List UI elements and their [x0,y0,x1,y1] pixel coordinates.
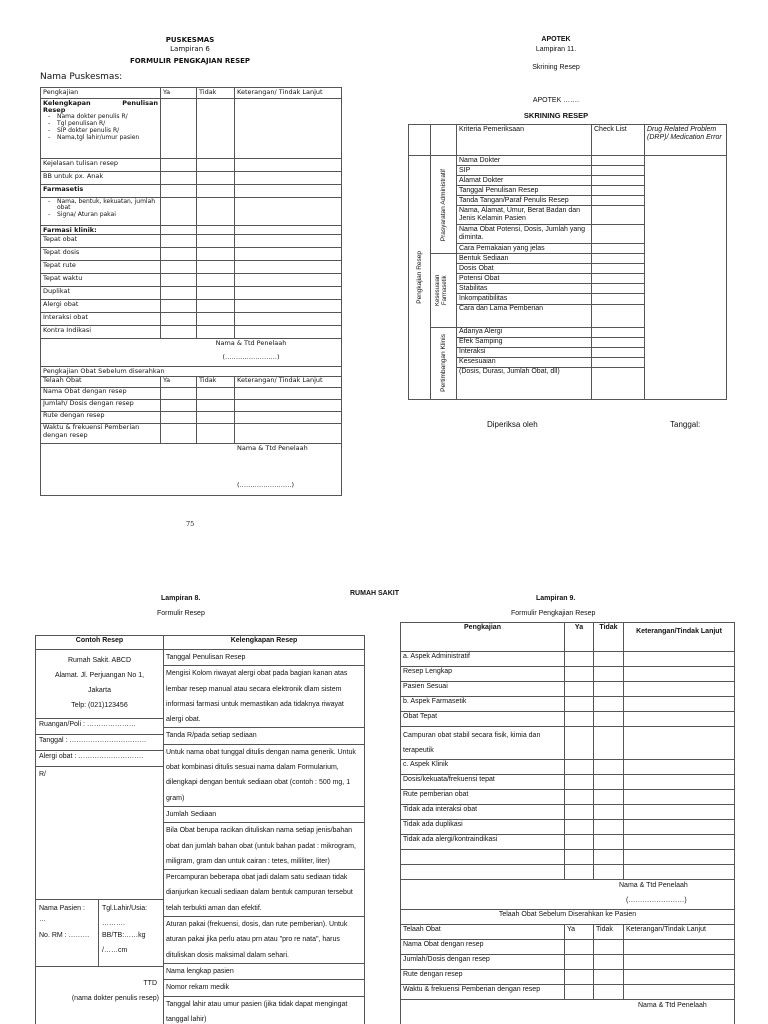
table-row: Rute dengan resep [41,411,161,423]
diperiksa-label: Diperiksa oleh [487,420,538,429]
table-row: Kesesuaian [457,357,592,367]
table-row: Cara dan Lama Pemberian [457,304,592,327]
puskesmas-name-label: Nama Puskesmas: [40,72,123,82]
table-row: Jumlah/Dosis dengan resep [401,955,565,970]
table-row: Kontra Indikasi [41,326,161,339]
table-row: Duplikat [41,287,161,300]
ttd-name: (nama dokter penulis resep) [71,995,159,1002]
table-row: Nama Obat Potensi, Dosis, Jumlah yang diminta. [457,225,592,244]
pengkajian-table: Pengkajian Ya Tidak Keterangan/Tindak Lanjut a. Aspek Administratif Resep Lengkap Pasien Sesuai b. Aspek Farmasetik Obat Tepat Campuran obat stabil secara fisik, kimia dan terapeutik c. Aspek Klinik Dosis/kekuata/frekuensi tepat Rute pemberian obat Tidak ada interaksi obat Tidak ada duplikasi Tidak ada alergi/kontraindikasi Nama & Ttd Penelaah (……………………) Telaah Obat Sebelum Diserahkan ke Pasien Telaah Obat Ya Tidak Keterangan/Tindak Lanjut Nama Obat dengan resep Jumlah/Dosis dengan resep Rute dengan resep Waktu & frekuensi Pemberian dengan resep Nama & Ttd Penelaah [400,622,735,1024]
bb-tb-label: BB/TB:……kg [102,932,146,939]
table-row: Nomor rekam medik [164,980,364,996]
table-row: Nama Obat dengan resep [41,387,161,399]
apotek-title: SKRINING RESEP [523,111,589,120]
table-row: Stabilitas [457,284,592,294]
table-row: Kejelasan tulisan resep [41,159,161,172]
rs-header: RUMAH SAKIT [350,590,399,597]
puskesmas-lampiran: Lampiran 6 [170,45,210,53]
group-pengkajian-resep: Pengkajian Resep [415,250,423,304]
table-row [401,850,565,865]
signature-label: Nama & Ttd Penelaah [638,1002,707,1009]
page-number: 75 [186,520,195,528]
puskesmas-table: Pengkajian Ya Tidak Keterangan/ Tindak Lanjut Kelengkapan Penulisan Resep - Nama dokter penulis R/ - Tgl penulisan R/ - SIP dokter penulis R/ - Nama,tgl lahir/umur pasien Kejelasan tulisan resep BB untuk px. Anak Farmasetis - Nama, bentuk, kekuatan, jumlah obat - Signa/ Aturan pakai Farmasi klinik: Tepat obat Tepat dosis Tepat rute Tepat waktu Duplikat Alergi obat Interaksi obat Kontra Indikasi Nama & Ttd Penelaah (……………………) Pengkajian Obat Sebelum diserahkan Telaah Obat Ya Tidak Keterangan/ Tindak Lanjut Nama Obat dengan resep Jumlah/ Dosis dengan resep Rute dengan resep Waktu & frekuensi Pemberian dengan resep Nama & Ttd Penelaah (……………………) [40,87,342,496]
table-row: Cara Pemakaian yang jelas [457,244,592,254]
alergi-field: Alergi obat : ………………………. [36,750,163,767]
section-title: Telaah Obat Sebelum Diserahkan ke Pasien [401,910,735,925]
table-row: Farmasetis [41,185,161,198]
col-kelengkapan: Kelengkapan Resep [164,636,365,650]
col-checklist: Check List [592,125,645,156]
col-ya: Ya [565,623,594,652]
table-row: Inkompatibilitas [457,294,592,304]
table-row: Tepat waktu [41,274,161,287]
group-administratif: Prasyaratan Administratif [439,168,447,241]
table-row: Tepat obat [41,235,161,248]
table-row: Tanda Tangan/Paraf Penulis Resep [457,196,592,206]
puskesmas-title: FORMULIR PENGKAJIAN RESEP [129,57,251,65]
table-row: b. Aspek Farmasetik [401,697,565,712]
signature-dots: (……………………) [626,897,687,904]
table-row: Alamat Dokter [457,176,592,186]
table-row: Alergi obat [41,300,161,313]
table-row: Tidak ada alergi/kontraindikasi [401,835,565,850]
apotek-lampiran: Lampiran 11. [535,46,577,53]
col-drp: Drug Related Problem (DRP)/ Medication Error [645,125,727,156]
table-row: Tidak ada interaksi obat [401,805,565,820]
list-item: - Nama,tgl lahir/umur pasien [57,135,158,142]
table-row: c. Aspek Klinik [401,760,565,775]
table-row: Tepat rute [41,261,161,274]
resep-table: Contoh Resep Kelengkapan Resep Rumah Sakit. ABCD Alamat. Jl. Perjuangan No 1, Jakarta Telp: (021)123456 Ruangan/Poli : ………………… Tanggal : …………………………… Alergi obat : ………………………. R/ Nama Pasien : … No. RM : ……… Tgl.Lahir/Usia: ………. BB/TB:……kg /……cm TTD (nama dokter penulis resep) Tanggal Penulisan Resep Mengisi Kolom riwayat alergi obat pada bagian kanan atas lembar resep manual atau secara elektronik dlam sistem informasi farmasi untuk memastikan ada tidaknya riwayat alergi obat. Tanda R/pada setiap sediaan Untuk nama obat tunggal ditulis dengan nama generik. Untuk obat kombinasi ditulis sesuai nama dalam Formularium, dilengkapi dengan bentuk sediaan obat (contoh : 500 mg, 1 gram) Jumlah Sediaan Bila Obat berupa racikan dituliskan nama setiap jenis/bahan obat dan jumlah bahan obat (untuk bahan padat : mikrogram, miligram, gram dan untuk cairan : tetes, mililiter, liter) Percampuran beberapa obat jadi dalam satu sediaan tidak dianjurkan kecuali sediaan dalam bentuk campuran tersebut telah terbukti aman dan efektif. Aturan pakai (frekuensi, dosis, dan rute pemberian). Untuk aturan pakai jika perlu atau prn atau "pro re nata", harus dituliskan dosis maksimal dalam sehari. Nama lengkap pasien Nomor rekam medik Tanggal lahir atau umur pasien (jika tidak dapat mengingat tanggal lahir) [35,635,365,1024]
table-row: Interaksi [457,347,592,357]
table-row: Dosis/kekuata/frekuensi tepat [401,775,565,790]
table-row: Nama lengkap pasien [164,964,364,980]
table-row: Mengisi Kolom riwayat alergi obat pada bagian kanan atas lembar resep manual atau secara elektronik dlam sistem informasi farmasi untuk memastikan ada tidaknya riwayat alergi obat. [164,666,364,728]
table-row: Tanggal Penulisan Resep [457,186,592,196]
table-row: Efek Samping [457,337,592,347]
apotek-subtitle: Skrining Resep [532,64,580,71]
resep-subtitle: Formulir Resep [157,610,205,617]
table-row: Tanda R/pada setiap sediaan [164,728,364,744]
list-item: - Signa/ Aturan pakai [57,212,158,219]
section-title: Pengkajian Obat Sebelum diserahkan [41,367,342,376]
list-item: - Nama dokter penulis R/ [57,114,158,121]
col-kriteria: Kriteria Pemeriksaan [457,125,592,156]
list-item: - SIP dokter penulis R/ [57,128,158,135]
table-row: Untuk nama obat tunggal ditulis dengan nama generik. Untuk obat kombinasi ditulis sesuai nama dalam Formularium, dilengkapi dengan bentuk sediaan obat (contoh : 500 mg, 1 gram) [164,745,364,807]
table-row: Obat Tepat [401,712,565,727]
table-row: Waktu & frekuensi Pemberian dengan resep [41,423,161,443]
kelengkapan-cell: Kelengkapan Penulisan Resep - Nama dokter penulis R/ - Tgl penulisan R/ - SIP dokter penulis R/ - Nama,tgl lahir/umur pasien [41,99,161,159]
col-pengkajian: Pengkajian [41,88,161,99]
table-row: Tepat dosis [41,248,161,261]
table-row: Tanggal lahir atau umur pasien (jika tidak dapat mengingat tanggal lahir) [166,1000,348,1023]
table-row: a. Aspek Administratif [401,652,565,667]
group-klinis: Pertimbangan Klinis [439,334,447,393]
table-row: BB untuk px. Anak [41,172,161,185]
col-tidak: Tidak [594,623,624,652]
screening-table [408,124,727,400]
signature-dots: (……………………) [237,480,295,489]
signature-label: Nama & Ttd Penelaah [619,882,688,889]
resep-lampiran: Lampiran 8. [161,595,201,602]
table-row: Tanggal Penulisan Resep [164,650,364,666]
col-tidak: Tidak [197,88,235,99]
rs-lampiran: Lampiran 9. [536,595,576,602]
table-row: Dosis Obat [457,264,592,274]
ttd-label: TTD [143,980,157,987]
col-pengkajian: Pengkajian [401,623,565,652]
ruangan-field: Ruangan/Poli : ………………… [36,718,163,734]
list-item: - Nama, bentuk, kekuatan, jumlah obat [57,199,158,213]
tanggal-label: Tanggal: [670,420,701,429]
table-row: Pasien Sesuai [401,682,565,697]
signature-dots: (……………………) [222,353,280,362]
table-row: (Dosis, Durasi, Jumlah Obat, dll) [457,367,592,399]
table-row: Waktu & frekuensi Pemberian dengan resep [401,985,565,1000]
apotek-header: APOTEK [541,36,571,43]
col-contoh: Contoh Resep [36,636,164,650]
col-ya: Ya [161,88,197,99]
table-row: Farmasi klinik: [41,226,161,235]
table-row: Nama Obat dengan resep [401,940,565,955]
list-item: - Tgl penulisan R/ [57,121,158,128]
tgl-lahir-label: Tgl.Lahir/Usia: [102,905,148,912]
table-row: SIP [457,166,592,176]
table-row: Adanya Alergi [457,327,592,337]
table-row: Nama Dokter [457,156,592,166]
table-row: Percampuran beberapa obat jadi dalam satu sediaan tidak dianjurkan kecuali sediaan dalam bentuk campuran tersebut telah terbukti aman dan efektif. [164,870,364,917]
table-row: Bila Obat berupa racikan dituliskan nama setiap jenis/bahan obat dan jumlah bahan obat (untuk bahan padat : mikrogram, miligram, gram dan untuk cairan : tetes, mililiter, liter) [164,823,364,870]
table-row: Bentuk Sediaan [457,254,592,264]
no-rm-label: No. RM : ……… [39,932,90,939]
table-row: Nama, Alamat, Umur, Berat Badan dan Jenis Kelamin Pasien [457,206,592,225]
table-row [401,865,565,880]
table-row: Jumlah/ Dosis dengan resep [41,399,161,411]
table-row: Campuran obat stabil secara fisik, kimia dan terapeutik [401,727,565,760]
nama-pasien-label: Nama Pasien : [39,905,85,912]
table-row: Tidak ada duplikasi [401,820,565,835]
table-row: Rute dengan resep [401,970,565,985]
table-row: Jumlah Sediaan [164,807,364,823]
table-row: Potensi Obat [457,274,592,284]
table-row: Interaksi obat [41,313,161,326]
apotek-name: APOTEK ……. [532,97,580,104]
col-keterangan: Keterangan/Tindak Lanjut [624,623,735,652]
rs-subtitle: Formulir Pengkajian Resep [511,610,596,617]
puskesmas-header: PUSKESMAS [165,36,215,44]
signature-label: Nama & Ttd Penelaah [215,339,287,348]
rs-name: Rumah Sakit. ABCD [67,657,132,664]
table-row: Aturan pakai (frekuensi, dosis, dan rute pemberian). Untuk aturan pakai jika perlu atau prn atau "pro re nata", harus dituliskan dosis maksimal dalam sehari. [164,917,364,964]
rx-symbol: R/ [39,771,46,778]
group-farmasetik: Kesesuaian Farmasetik [434,274,448,307]
table-row: Resep Lengkap [401,667,565,682]
table-row: Rute pemberian obat [401,790,565,805]
tanggal-field: Tanggal : …………………………… [36,734,163,750]
signature-label: Nama & Ttd Penelaah [237,443,308,452]
col-keterangan: Keterangan/ Tindak Lanjut [235,88,342,99]
